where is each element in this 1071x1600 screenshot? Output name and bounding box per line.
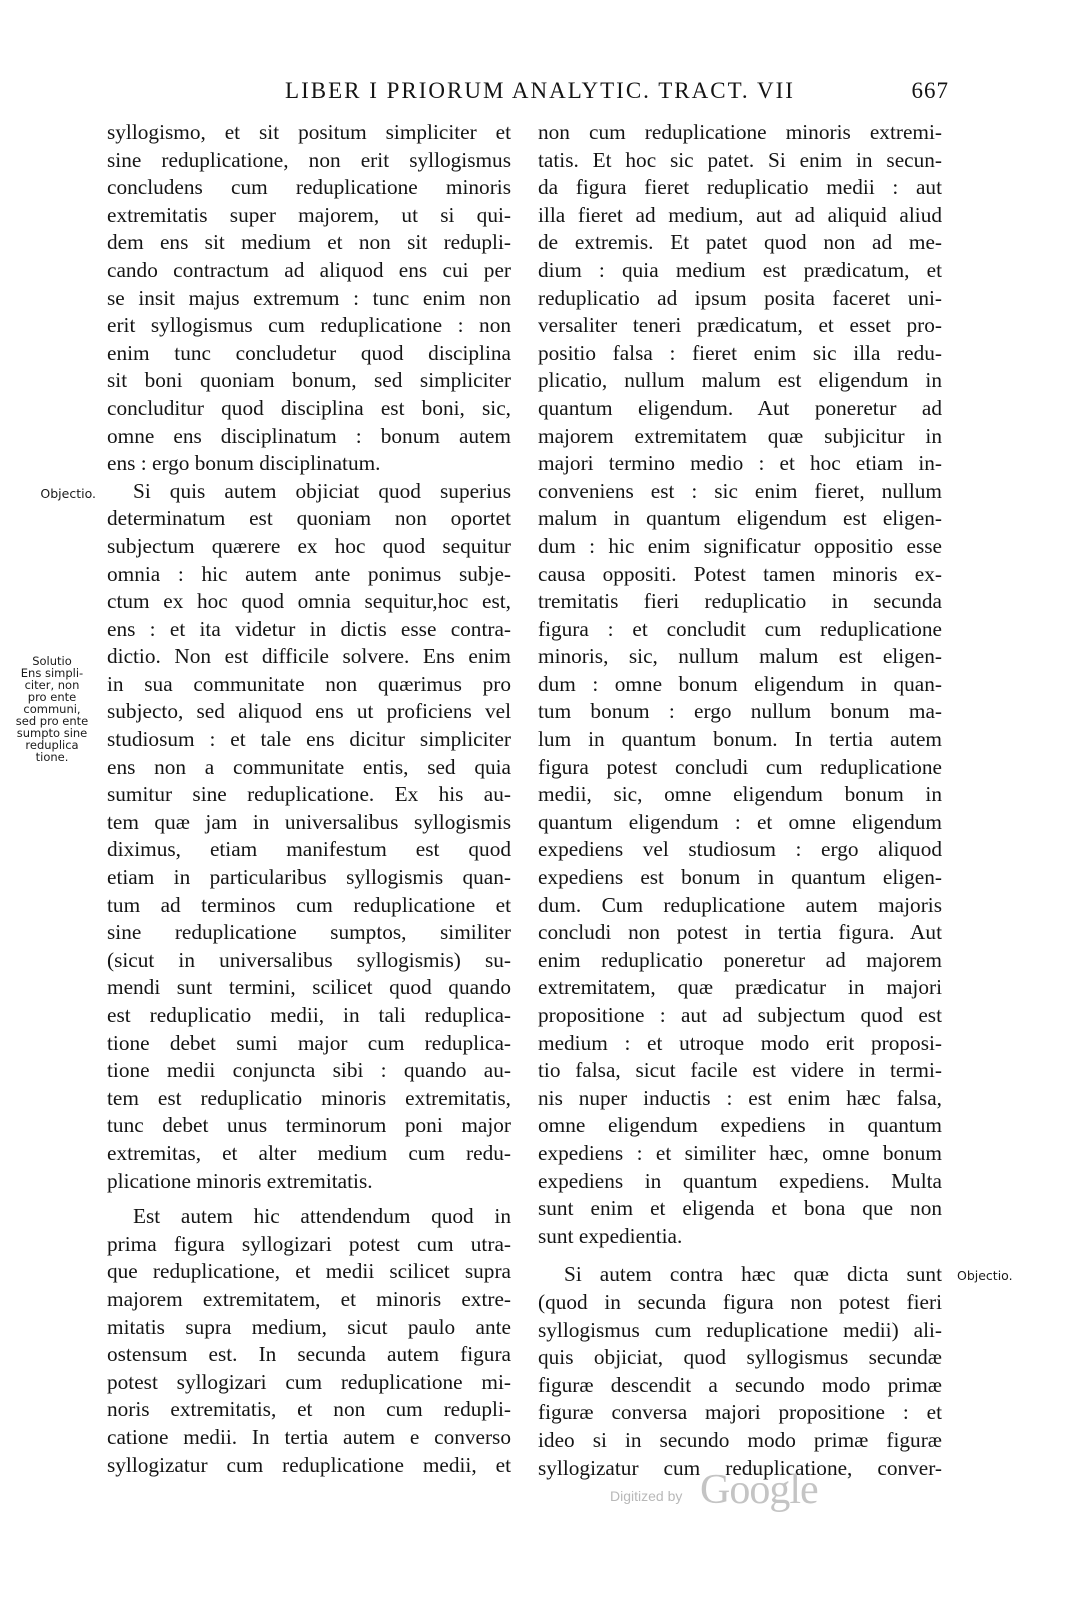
text-line: ens non a communitate entis, sed quia [107,754,511,779]
text-line: dum : hic enim significatur oppositio esse [538,533,942,558]
text-line: syllogizatur cum reduplicatione, conver- [538,1455,942,1480]
text-line: se insit majus extremum : tunc enim non [107,285,511,310]
text-line: figura : et concludit cum reduplicatione [538,616,942,641]
text-line: concluditur quod disciplina est boni, sic, [107,395,511,420]
text-line: expediens est bonum in quantum eligen- [538,865,942,890]
text-line: omne eligendum expediens in quantum [538,1113,942,1138]
text-line: dem ens sit medium et non sit redupli- [107,230,511,255]
right-text-column [538,119,942,1482]
text-line: plicatione minoris extremitatis. [107,1168,373,1193]
text-line: syllogismus cum reduplicatione medii) ali- [538,1317,942,1342]
text-line: non cum reduplicatione minoris extremi- [538,120,942,144]
text-line: subjecto, sed aliquod ens ut proficiens vel [107,699,511,724]
google-logo: Google [700,1467,818,1513]
text-line: prima figura syllogizari potest cum utra- [107,1231,511,1256]
text-line: majorem extremitatem quæ subjicitur in [538,423,942,448]
text-line: sunt enim et eligenda et bona que non [538,1196,942,1221]
text-line: noris extremitatis, et non cum redupli- [107,1397,511,1422]
text-line: tunc debet unus terminorum poni major [107,1113,511,1138]
text-line: versaliter teneri prædicatum, et esset pro- [538,313,942,338]
text-line: diximus, etiam manifestum est quod [107,837,511,862]
text-line: de extremis. Et patet quod non ad me- [538,230,942,255]
margin-note-line: Solutio [32,654,72,668]
text-line: sumitur sine reduplicatione. Ex his au- [107,782,511,807]
text-line: enim tunc concludetur quod disciplina [107,340,511,365]
text-line: dium : quia medium est prædicatum, et [538,257,942,282]
text-line: omnia : hic autem ante ponimus subje- [107,561,511,586]
text-line: mitatis supra medium, sicut paulo ante [107,1314,511,1339]
text-line: ens : et ita videtur in dictis esse contra- [107,616,511,641]
margin-note-line: reduplica [25,738,79,752]
text-line: que reduplicatione, et medii scilicet supra [107,1259,511,1284]
text-line: sine reduplicatione sumptos, similiter [107,920,511,945]
text-line: sunt expedientia. [538,1223,683,1248]
text-line: sine reduplicatione, non erit syllogismus [107,147,511,172]
text-line: plicatio, nullum malum est eligendum in [538,368,942,393]
text-line: dum. Cum reduplicatione autem majoris [538,892,942,917]
text-line: tum bonum : ergo nullum bonum ma- [538,699,942,724]
text-line: catione medii. In tertia autem e converso [107,1424,511,1449]
text-line: illa fieret ad medium, aut ad aliquid aliud [538,202,942,227]
text-line: expediens in quantum expediens. Multa [538,1168,942,1193]
margin-note-line: sumpto sine [16,726,88,740]
text-line: mendi sunt termini, scilicet quod quando [107,975,511,1000]
text-line: da figura fieret reduplicatio medii : aut [538,175,942,200]
text-line: figuræ descendit a secundo modo primæ [538,1372,942,1397]
text-line: tremitatis fieri reduplicatio in secunda [538,589,942,614]
text-line: Est autem hic attendendum quod in [133,1204,511,1229]
margin-note-solutio [8,655,96,763]
text-line: enim reduplicatio poneretur ad majorem [538,947,942,972]
text-line: causa oppositi. Potest tamen minoris ex- [538,561,942,586]
margin-note-line: communi, [23,702,81,716]
text-line: extremitatis super majorem, ut si qui- [107,202,511,227]
text-line: expediens vel studiosum : ergo aliquod [538,837,942,862]
text-line: subjectum quærere ex hoc quod sequitur [107,533,511,558]
text-line: extremitas, et alter medium cum redu- [107,1140,511,1165]
text-line: extremitatem, quæ prædicatur in majori [538,975,942,1000]
margin-note-line: tione. [35,750,69,764]
text-line: quantum eligendum : et omne eligendum [538,809,942,834]
text-line: malum in quantum eligendum est eligen- [538,506,942,531]
text-line: tatis. Et hoc sic patet. Si enim in secun- [538,147,942,172]
margin-note-line: sed pro ente [15,714,89,728]
text-line: syllogizatur cum reduplicatione medii, et [107,1452,511,1477]
text-line: tio falsa, sicut facile est videre in termi- [538,1058,942,1083]
text-line: Si autem contra hæc quæ dicta sunt [564,1262,942,1287]
text-line: conveniens est : sic enim fieret, nullum [538,478,942,503]
text-line: medii, sic, omne eligendum bonum in [538,782,942,807]
text-line: tum ad terminos cum reduplicatione et [107,892,511,917]
text-line: sit boni quoniam bonum, sed simpliciter [107,368,511,393]
text-line: erit syllogismus cum reduplicatione : non [107,313,511,338]
margin-note-objectio-left: Objectio. [40,486,96,501]
text-line: reduplicatio ad ipsum posita faceret uni- [538,285,942,310]
text-line: dictio. Non est difficile solvere. Ens enim [107,644,511,669]
text-line: cando contractum ad aliquod ens cui per [107,257,511,282]
text-line: tione medii conjuncta sibi : quando au- [107,1058,511,1083]
text-line: figura potest concludi cum reduplicatione [538,754,942,779]
page-number: 667 [911,78,949,103]
text-line: Si quis autem objiciat quod superius [133,478,511,503]
text-line: propositione : aut ad subjectum quod est [538,1003,942,1027]
text-line: etiam in particularibus syllogismis quan- [107,865,511,890]
text-line: medium : et utroque modo erit proposi- [538,1030,942,1055]
text-line: tem est reduplicatio minoris extremitatis, [107,1085,511,1110]
text-line: expediens : et similiter hæc, omne bonum [538,1140,942,1165]
text-line: quantum eligendum. Aut poneretur ad [538,395,942,420]
text-line: ideo si in secundo modo primæ figuræ [538,1427,942,1452]
running-header: LIBER I PRIORUM ANALYTIC. TRACT. VII [285,78,795,103]
text-line: syllogismo, et sit positum simpliciter et [107,120,511,144]
text-line: majorem extremitatem, et minoris extre- [107,1286,511,1311]
text-line: tione debet sumi major cum reduplica- [107,1030,511,1055]
margin-note-line: pro ente [27,690,77,704]
text-line: ostensum est. In secunda autem figura [107,1342,511,1367]
text-line: lum in quantum bonum. In tertia autem [538,727,942,752]
text-line: concludi non potest in tertia figura. Aut [538,920,942,945]
text-line: studiosum : et tale ens dicitur simpliciter [107,727,511,752]
margin-note-objectio-right: Objectio. [957,1268,1013,1283]
text-line: ens : ergo bonum disciplinatum. [107,451,381,476]
text-line: in sua communitate non quærimus pro [107,671,511,696]
text-line: minoris, sic, nullum malum est eligen- [538,644,942,669]
text-line: quis objiciat, quod syllogismus secundæ [538,1345,942,1370]
text-line: concludens cum reduplicatione minoris [107,175,511,200]
margin-note-line: citer, non [24,678,80,692]
paragraph-gap [107,1195,511,1203]
text-line: est reduplicatio medii, in tali reduplica- [107,1003,511,1027]
text-line: figuræ conversa majori propositione : et [538,1400,942,1425]
text-line: nis nuper inductis : est enim hæc falsa, [538,1085,942,1110]
text-line: tem quæ jam in universalibus syllogismis [107,809,511,834]
digitized-by-label: Digitized by [610,1488,683,1504]
text-line: potest syllogizari cum reduplicatione mi- [107,1369,511,1394]
margin-note-line: Ens simpli- [20,666,84,680]
text-line: majori termino medio : et hoc etiam in- [538,451,942,476]
left-text-column [107,119,511,1479]
text-line: ctum ex hoc quod omnia sequitur,hoc est, [107,589,511,614]
text-line: omne ens disciplinatum : bonum autem [107,423,511,448]
text-line: determinatum est quoniam non oportet [107,506,511,531]
text-line: dum : omne bonum eligendum in quan- [538,671,942,696]
text-line: (quod in secunda figura non potest fieri [538,1289,942,1314]
text-line: (sicut in universalibus syllogismis) su- [107,947,511,972]
paragraph-gap [538,1250,942,1261]
text-line: positio falsa : fieret enim sic illa redu- [538,340,942,365]
